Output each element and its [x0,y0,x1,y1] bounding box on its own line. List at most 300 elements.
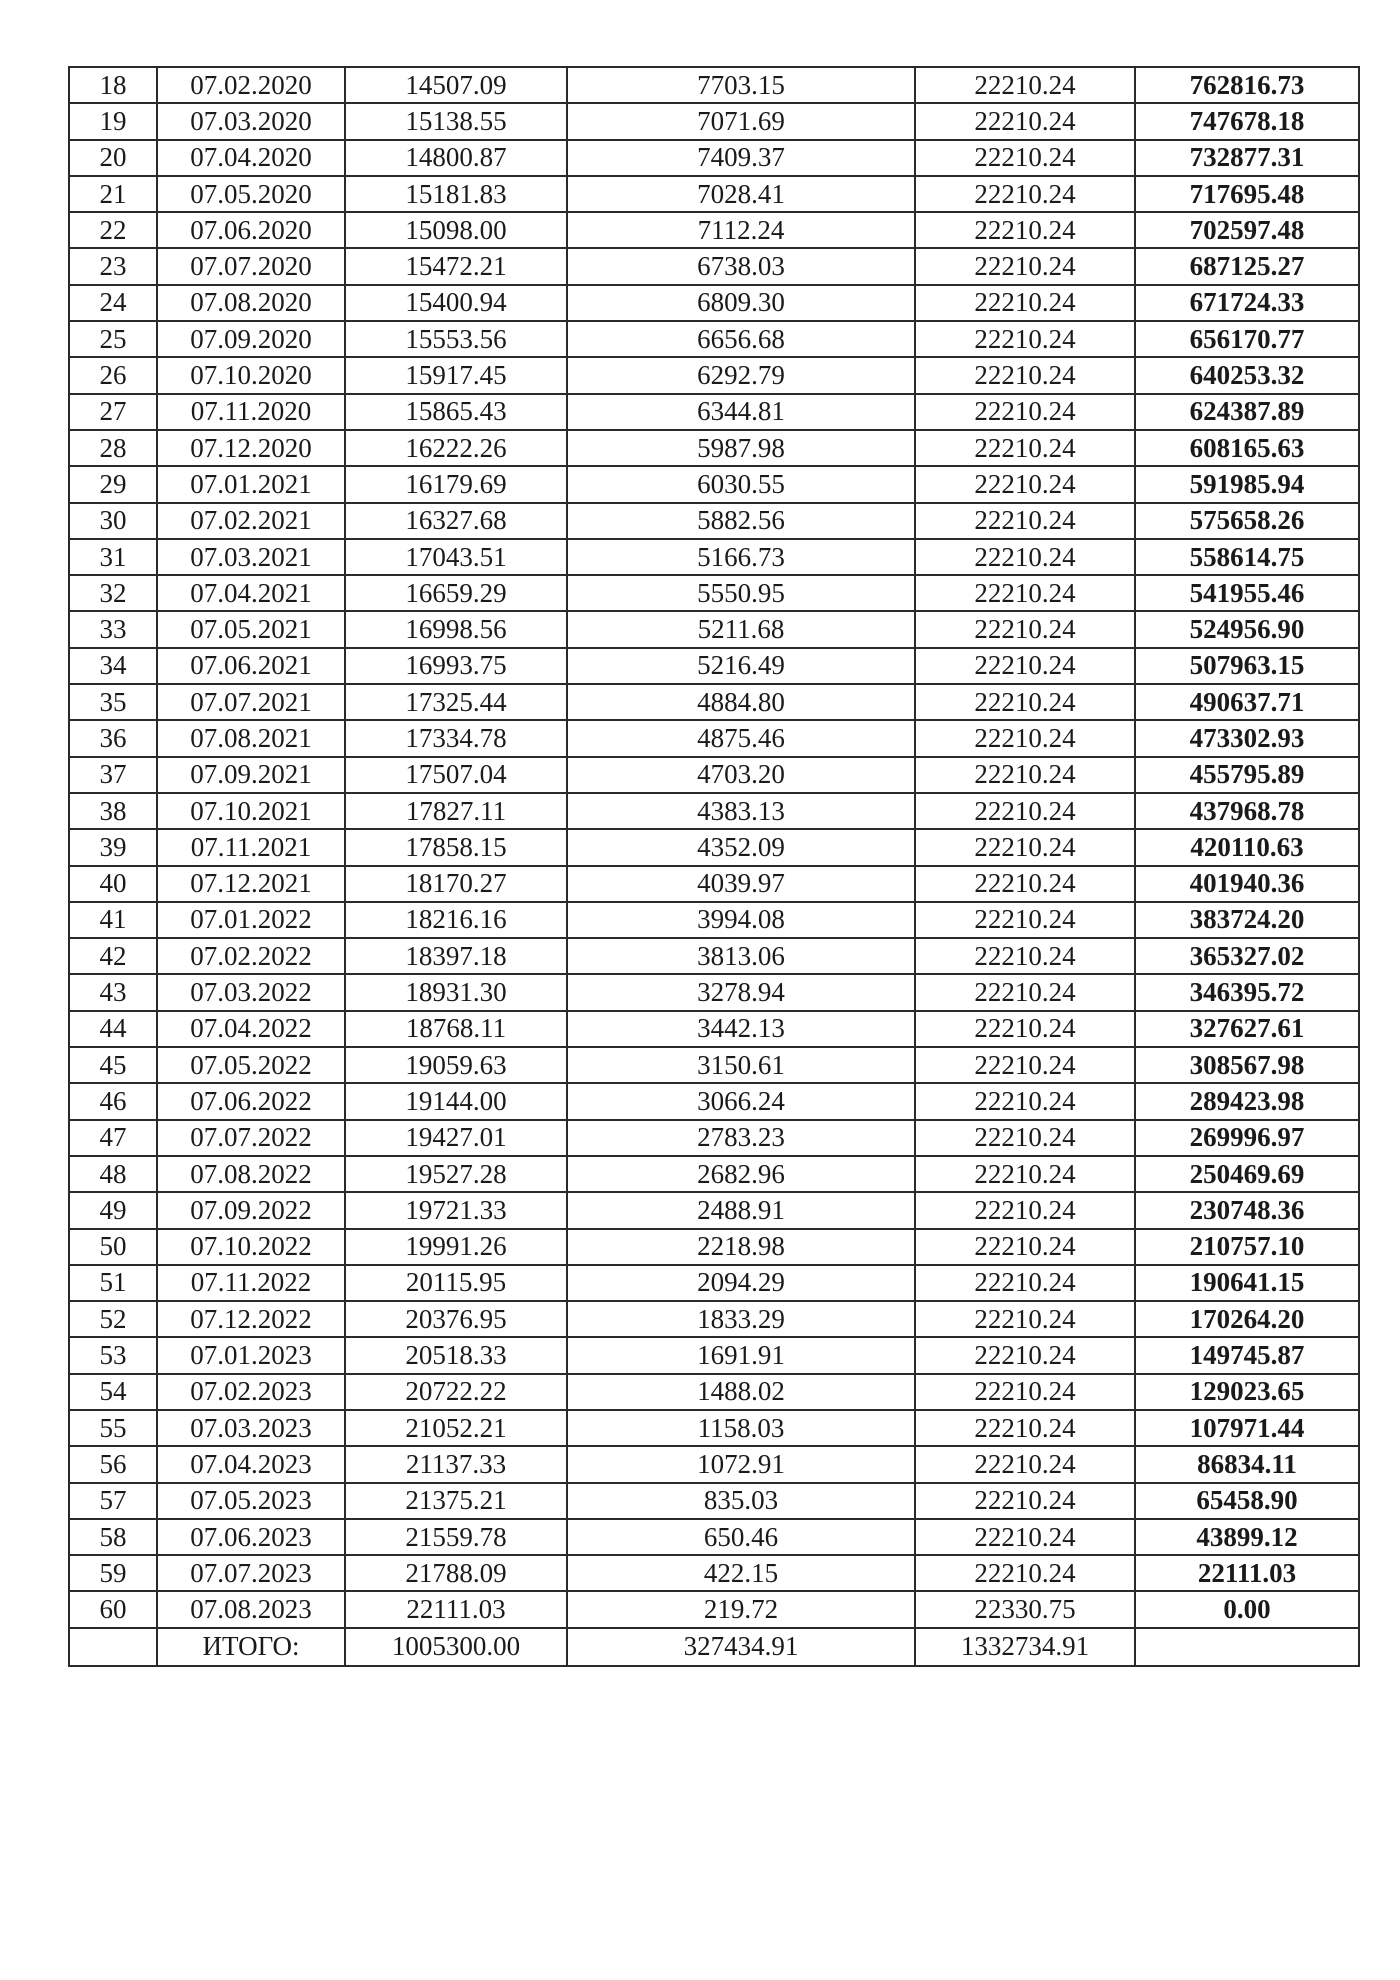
principal-amount: 18931.30 [345,974,567,1010]
principal-amount: 15553.56 [345,321,567,357]
interest-amount: 4039.97 [567,866,915,902]
row-number: 29 [69,466,157,502]
payment-date: 07.12.2022 [157,1301,345,1337]
interest-amount: 1488.02 [567,1374,915,1410]
payment-date: 07.02.2023 [157,1374,345,1410]
row-number: 26 [69,357,157,393]
table-row [69,1591,1359,1627]
principal-amount: 16993.75 [345,648,567,684]
payment-amount: 22210.24 [915,1120,1135,1156]
payment-amount: 22210.24 [915,1410,1135,1446]
row-number: 52 [69,1301,157,1337]
payment-amount: 22210.24 [915,394,1135,430]
payment-date: 07.05.2022 [157,1047,345,1083]
interest-amount: 422.15 [567,1555,915,1591]
table-row [69,866,1359,902]
payment-date: 07.06.2022 [157,1083,345,1119]
row-number: 31 [69,539,157,575]
payment-amount: 22210.24 [915,974,1135,1010]
row-number: 50 [69,1229,157,1265]
interest-amount: 3066.24 [567,1083,915,1119]
row-number: 24 [69,285,157,321]
remaining-balance: 687125.27 [1135,248,1359,284]
interest-amount: 2783.23 [567,1120,915,1156]
principal-amount: 16179.69 [345,466,567,502]
payment-date: 07.05.2023 [157,1483,345,1519]
row-number: 53 [69,1337,157,1373]
table-row [69,1410,1359,1446]
principal-amount: 17827.11 [345,793,567,829]
interest-amount: 1158.03 [567,1410,915,1446]
row-number: 54 [69,1374,157,1410]
payment-schedule-table [68,66,1360,1667]
payment-date: 07.04.2023 [157,1446,345,1482]
interest-amount: 7071.69 [567,103,915,139]
interest-amount: 650.46 [567,1519,915,1555]
principal-amount: 15400.94 [345,285,567,321]
payment-date: 07.07.2022 [157,1120,345,1156]
payment-date: 07.04.2022 [157,1011,345,1047]
principal-amount: 19427.01 [345,1120,567,1156]
payment-amount: 22210.24 [915,575,1135,611]
table-row [69,793,1359,829]
payment-date: 07.10.2022 [157,1229,345,1265]
row-number: 56 [69,1446,157,1482]
remaining-balance: 575658.26 [1135,503,1359,539]
remaining-balance: 190641.15 [1135,1265,1359,1301]
payment-date: 07.02.2022 [157,938,345,974]
interest-amount: 6809.30 [567,285,915,321]
payment-amount: 22210.24 [915,720,1135,756]
principal-amount: 19059.63 [345,1047,567,1083]
remaining-balance: 624387.89 [1135,394,1359,430]
payment-amount: 22210.24 [915,1192,1135,1228]
table-row [69,394,1359,430]
principal-amount: 15865.43 [345,394,567,430]
table-row [69,140,1359,176]
remaining-balance: 107971.44 [1135,1410,1359,1446]
remaining-balance: 455795.89 [1135,757,1359,793]
principal-amount: 18768.11 [345,1011,567,1047]
remaining-balance: 640253.32 [1135,357,1359,393]
total-balance-cell [1135,1628,1359,1666]
payment-amount: 22210.24 [915,1156,1135,1192]
payment-amount: 22210.24 [915,1374,1135,1410]
payment-date: 07.01.2021 [157,466,345,502]
remaining-balance: 365327.02 [1135,938,1359,974]
row-number: 42 [69,938,157,974]
payment-amount: 22210.24 [915,321,1135,357]
interest-amount: 5550.95 [567,575,915,611]
row-number: 40 [69,866,157,902]
interest-amount: 2682.96 [567,1156,915,1192]
table-row [69,1301,1359,1337]
payment-date: 07.12.2020 [157,430,345,466]
row-number: 18 [69,67,157,103]
payment-amount: 22210.24 [915,866,1135,902]
remaining-balance: 65458.90 [1135,1483,1359,1519]
schedule-body [69,67,1359,1666]
interest-amount: 835.03 [567,1483,915,1519]
payment-amount: 22210.24 [915,1555,1135,1591]
table-row [69,575,1359,611]
payment-date: 07.12.2021 [157,866,345,902]
remaining-balance: 762816.73 [1135,67,1359,103]
interest-amount: 3278.94 [567,974,915,1010]
remaining-balance: 308567.98 [1135,1047,1359,1083]
remaining-balance: 269996.97 [1135,1120,1359,1156]
interest-amount: 4703.20 [567,757,915,793]
remaining-balance: 43899.12 [1135,1519,1359,1555]
interest-amount: 3442.13 [567,1011,915,1047]
remaining-balance: 473302.93 [1135,720,1359,756]
row-number: 22 [69,212,157,248]
remaining-balance: 22111.03 [1135,1555,1359,1591]
interest-amount: 6738.03 [567,248,915,284]
table-row [69,902,1359,938]
table-row [69,67,1359,103]
table-row [69,103,1359,139]
table-row [69,611,1359,647]
interest-amount: 219.72 [567,1591,915,1627]
principal-amount: 16998.56 [345,611,567,647]
remaining-balance: 230748.36 [1135,1192,1359,1228]
table-row [69,321,1359,357]
principal-amount: 15098.00 [345,212,567,248]
remaining-balance: 86834.11 [1135,1446,1359,1482]
payment-date: 07.05.2021 [157,611,345,647]
row-number: 57 [69,1483,157,1519]
remaining-balance: 702597.48 [1135,212,1359,248]
payment-amount: 22210.24 [915,103,1135,139]
row-number: 55 [69,1410,157,1446]
remaining-balance: 383724.20 [1135,902,1359,938]
interest-amount: 2218.98 [567,1229,915,1265]
table-row [69,1483,1359,1519]
remaining-balance: 608165.63 [1135,430,1359,466]
row-number: 45 [69,1047,157,1083]
principal-amount: 21137.33 [345,1446,567,1482]
row-number: 27 [69,394,157,430]
payment-amount: 22210.24 [915,611,1135,647]
payment-amount: 22210.24 [915,248,1135,284]
total-interest: 327434.91 [567,1628,915,1666]
row-number: 59 [69,1555,157,1591]
remaining-balance: 210757.10 [1135,1229,1359,1265]
principal-amount: 17507.04 [345,757,567,793]
remaining-balance: 558614.75 [1135,539,1359,575]
interest-amount: 5216.49 [567,648,915,684]
principal-amount: 21052.21 [345,1410,567,1446]
row-number: 41 [69,902,157,938]
payment-amount: 22210.24 [915,938,1135,974]
payment-amount: 22210.24 [915,503,1135,539]
remaining-balance: 129023.65 [1135,1374,1359,1410]
remaining-balance: 437968.78 [1135,793,1359,829]
principal-amount: 16222.26 [345,430,567,466]
principal-amount: 15917.45 [345,357,567,393]
interest-amount: 5211.68 [567,611,915,647]
table-row [69,1337,1359,1373]
table-row [69,1374,1359,1410]
payment-amount: 22210.24 [915,757,1135,793]
payment-date: 07.06.2020 [157,212,345,248]
principal-amount: 16659.29 [345,575,567,611]
payment-amount: 22210.24 [915,67,1135,103]
payment-date: 07.05.2020 [157,176,345,212]
row-number: 39 [69,829,157,865]
interest-amount: 3994.08 [567,902,915,938]
payment-amount: 22210.24 [915,1229,1135,1265]
payment-amount: 22210.24 [915,1446,1135,1482]
payment-date: 07.08.2022 [157,1156,345,1192]
payment-amount: 22210.24 [915,466,1135,502]
payment-amount: 22210.24 [915,140,1135,176]
row-number: 34 [69,648,157,684]
interest-amount: 7409.37 [567,140,915,176]
payment-amount: 22210.24 [915,430,1135,466]
payment-date: 07.11.2022 [157,1265,345,1301]
table-row [69,1120,1359,1156]
remaining-balance: 717695.48 [1135,176,1359,212]
row-number: 20 [69,140,157,176]
payment-date: 07.10.2020 [157,357,345,393]
total-row-number-cell [69,1628,157,1666]
interest-amount: 3813.06 [567,938,915,974]
remaining-balance: 250469.69 [1135,1156,1359,1192]
row-number: 28 [69,430,157,466]
remaining-balance: 420110.63 [1135,829,1359,865]
interest-amount: 1833.29 [567,1301,915,1337]
payment-date: 07.02.2020 [157,67,345,103]
payment-date: 07.08.2021 [157,720,345,756]
table-row [69,1265,1359,1301]
principal-amount: 17858.15 [345,829,567,865]
payment-date: 07.02.2021 [157,503,345,539]
payment-amount: 22210.24 [915,1301,1135,1337]
payment-amount: 22210.24 [915,285,1135,321]
interest-amount: 2488.91 [567,1192,915,1228]
table-row [69,757,1359,793]
table-row [69,1519,1359,1555]
remaining-balance: 149745.87 [1135,1337,1359,1373]
principal-amount: 18397.18 [345,938,567,974]
table-row [69,720,1359,756]
remaining-balance: 524956.90 [1135,611,1359,647]
interest-amount: 7028.41 [567,176,915,212]
interest-amount: 7703.15 [567,67,915,103]
table-row [69,1083,1359,1119]
payment-amount: 22210.24 [915,539,1135,575]
table-row [69,938,1359,974]
remaining-balance: 327627.61 [1135,1011,1359,1047]
row-number: 36 [69,720,157,756]
interest-amount: 6030.55 [567,466,915,502]
interest-amount: 5882.56 [567,503,915,539]
row-number: 37 [69,757,157,793]
principal-amount: 20115.95 [345,1265,567,1301]
principal-amount: 19144.00 [345,1083,567,1119]
principal-amount: 15181.83 [345,176,567,212]
interest-amount: 6292.79 [567,357,915,393]
interest-amount: 6344.81 [567,394,915,430]
remaining-balance: 507963.15 [1135,648,1359,684]
interest-amount: 4352.09 [567,829,915,865]
table-row [69,176,1359,212]
principal-amount: 20518.33 [345,1337,567,1373]
payment-date: 07.03.2020 [157,103,345,139]
interest-amount: 1072.91 [567,1446,915,1482]
principal-amount: 18170.27 [345,866,567,902]
row-number: 58 [69,1519,157,1555]
payment-amount: 22210.24 [915,1519,1135,1555]
table-row [69,539,1359,575]
table-row [69,1156,1359,1192]
table-row [69,503,1359,539]
payment-date: 07.01.2022 [157,902,345,938]
row-number: 48 [69,1156,157,1192]
row-number: 51 [69,1265,157,1301]
row-number: 35 [69,684,157,720]
payment-date: 07.09.2020 [157,321,345,357]
row-number: 23 [69,248,157,284]
principal-amount: 16327.68 [345,503,567,539]
principal-amount: 17043.51 [345,539,567,575]
remaining-balance: 671724.33 [1135,285,1359,321]
principal-amount: 19527.28 [345,1156,567,1192]
table-row [69,248,1359,284]
payment-amount: 22210.24 [915,1337,1135,1373]
principal-amount: 15472.21 [345,248,567,284]
payment-date: 07.06.2023 [157,1519,345,1555]
row-number: 46 [69,1083,157,1119]
table-row [69,1446,1359,1482]
principal-amount: 18216.16 [345,902,567,938]
remaining-balance: 346395.72 [1135,974,1359,1010]
payment-date: 07.08.2023 [157,1591,345,1627]
interest-amount: 2094.29 [567,1265,915,1301]
payment-amount: 22210.24 [915,793,1135,829]
total-payment: 1332734.91 [915,1628,1135,1666]
principal-amount: 14507.09 [345,67,567,103]
interest-amount: 6656.68 [567,321,915,357]
interest-amount: 4875.46 [567,720,915,756]
table-row [69,285,1359,321]
table-row [69,212,1359,248]
table-row [69,1229,1359,1265]
payment-amount: 22210.24 [915,902,1135,938]
row-number: 49 [69,1192,157,1228]
remaining-balance: 0.00 [1135,1591,1359,1627]
row-number: 47 [69,1120,157,1156]
payment-date: 07.11.2020 [157,394,345,430]
table-row [69,1047,1359,1083]
table-row [69,1011,1359,1047]
table-row [69,466,1359,502]
interest-amount: 4884.80 [567,684,915,720]
payment-date: 07.07.2021 [157,684,345,720]
payment-amount: 22210.24 [915,1083,1135,1119]
payment-amount: 22210.24 [915,829,1135,865]
payment-date: 07.07.2023 [157,1555,345,1591]
interest-amount: 5166.73 [567,539,915,575]
table-row [69,357,1359,393]
principal-amount: 20722.22 [345,1374,567,1410]
payment-amount: 22210.24 [915,1483,1135,1519]
principal-amount: 20376.95 [345,1301,567,1337]
interest-amount: 7112.24 [567,212,915,248]
row-number: 60 [69,1591,157,1627]
row-number: 25 [69,321,157,357]
table-row [69,829,1359,865]
row-number: 38 [69,793,157,829]
payment-amount: 22210.24 [915,176,1135,212]
payment-date: 07.04.2021 [157,575,345,611]
payment-date: 07.03.2022 [157,974,345,1010]
payment-amount: 22330.75 [915,1591,1135,1627]
payment-date: 07.04.2020 [157,140,345,176]
row-number: 30 [69,503,157,539]
table-row [69,430,1359,466]
payment-amount: 22210.24 [915,212,1135,248]
payment-date: 07.01.2023 [157,1337,345,1373]
payment-amount: 22210.24 [915,357,1135,393]
row-number: 19 [69,103,157,139]
principal-amount: 15138.55 [345,103,567,139]
remaining-balance: 490637.71 [1135,684,1359,720]
principal-amount: 17334.78 [345,720,567,756]
remaining-balance: 289423.98 [1135,1083,1359,1119]
row-number: 44 [69,1011,157,1047]
remaining-balance: 401940.36 [1135,866,1359,902]
total-principal: 1005300.00 [345,1628,567,1666]
principal-amount: 19721.33 [345,1192,567,1228]
total-row [69,1628,1359,1666]
remaining-balance: 732877.31 [1135,140,1359,176]
table-row [69,648,1359,684]
table-row [69,974,1359,1010]
payment-date: 07.03.2023 [157,1410,345,1446]
principal-amount: 21559.78 [345,1519,567,1555]
payment-amount: 22210.24 [915,684,1135,720]
principal-amount: 17325.44 [345,684,567,720]
payment-date: 07.10.2021 [157,793,345,829]
remaining-balance: 656170.77 [1135,321,1359,357]
payment-date: 07.11.2021 [157,829,345,865]
total-label: ИТОГО: [157,1628,345,1666]
row-number: 21 [69,176,157,212]
table-row [69,684,1359,720]
table-row [69,1555,1359,1591]
payment-amount: 22210.24 [915,1047,1135,1083]
payment-date: 07.06.2021 [157,648,345,684]
remaining-balance: 591985.94 [1135,466,1359,502]
row-number: 43 [69,974,157,1010]
payment-date: 07.09.2021 [157,757,345,793]
principal-amount: 19991.26 [345,1229,567,1265]
principal-amount: 21375.21 [345,1483,567,1519]
payment-date: 07.09.2022 [157,1192,345,1228]
table-row [69,1192,1359,1228]
interest-amount: 4383.13 [567,793,915,829]
interest-amount: 5987.98 [567,430,915,466]
row-number: 32 [69,575,157,611]
payment-date: 07.07.2020 [157,248,345,284]
interest-amount: 3150.61 [567,1047,915,1083]
remaining-balance: 747678.18 [1135,103,1359,139]
payment-amount: 22210.24 [915,1011,1135,1047]
interest-amount: 1691.91 [567,1337,915,1373]
